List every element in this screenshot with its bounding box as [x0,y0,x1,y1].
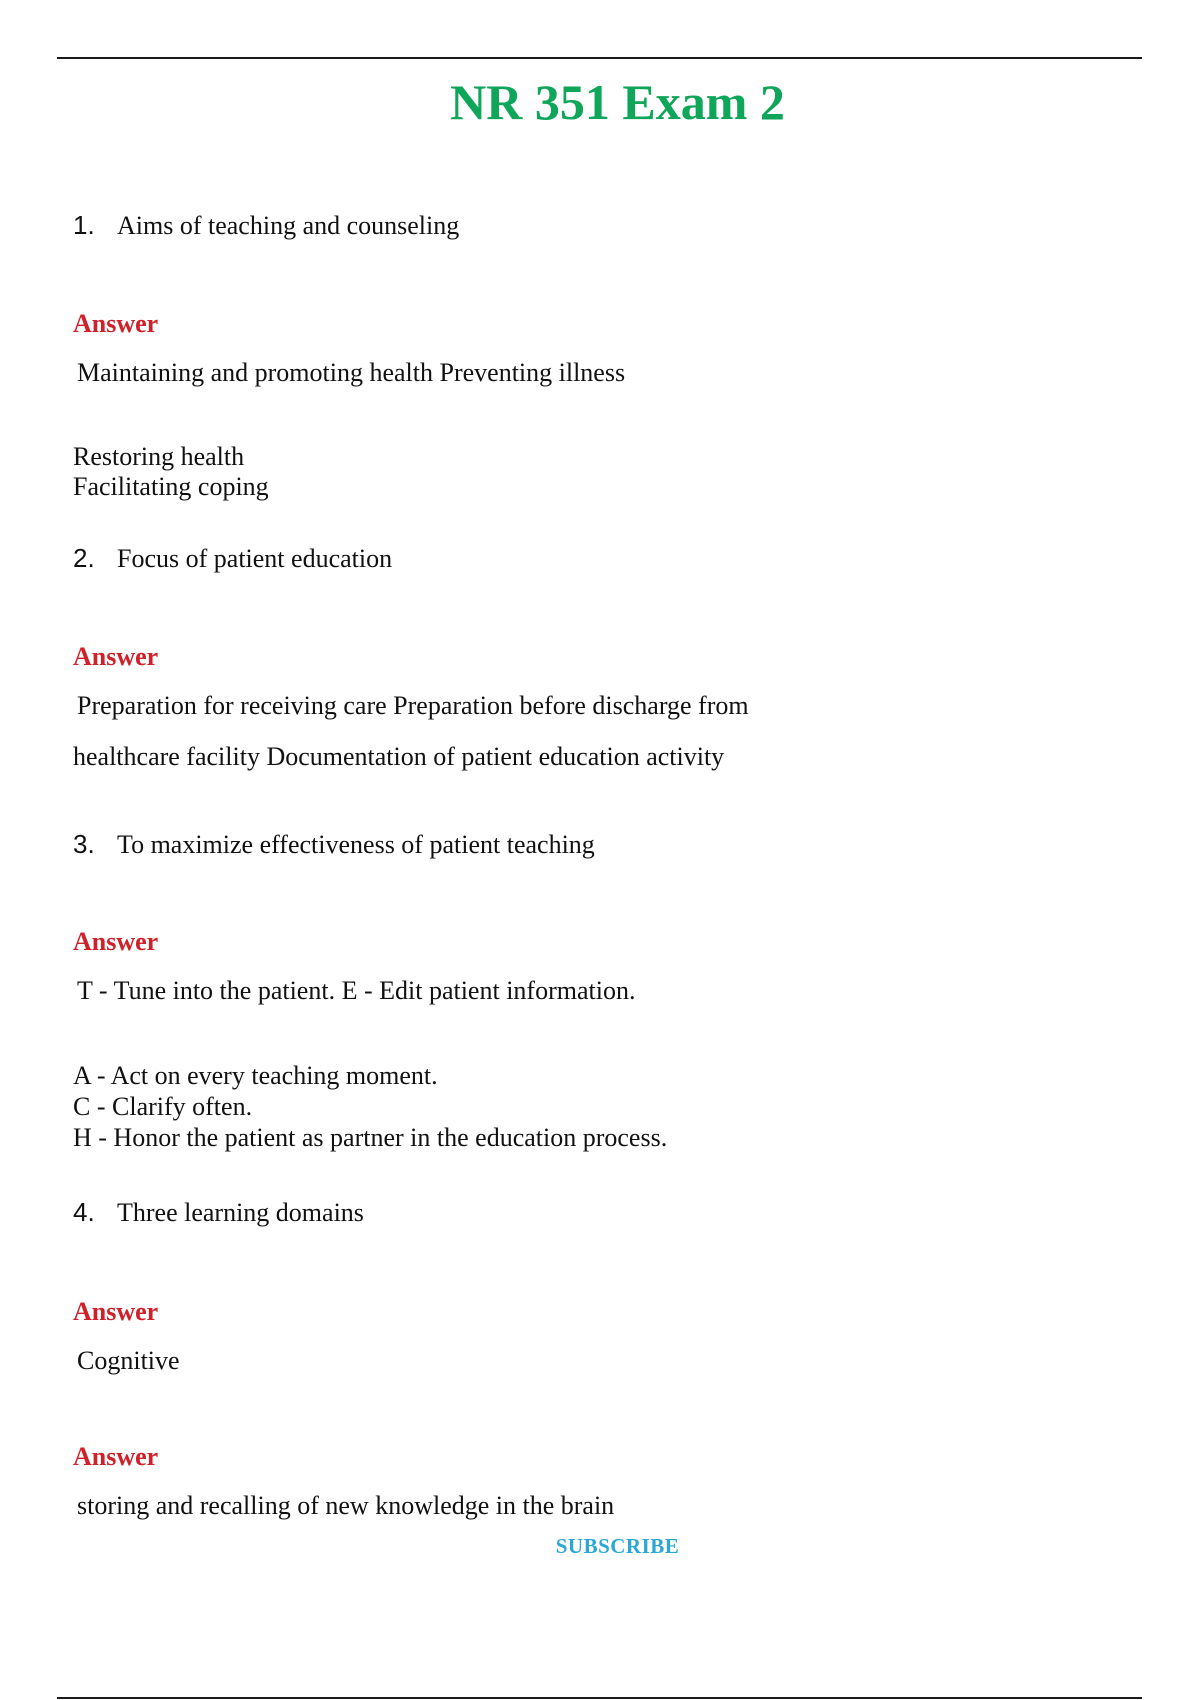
bottom-rule [57,1697,1142,1699]
top-rule [57,57,1142,59]
subscribe-link[interactable]: SUBSCRIBE [555,1534,680,1558]
answer-label: Answer [73,642,159,671]
answer-line: H - Honor the patient as partner in the education process. [73,1123,668,1152]
question-number: 1. [73,210,95,240]
question-text: Aims of teaching and counseling [117,211,460,240]
answer-line: A - Act on every teaching moment. [73,1061,438,1090]
answer-text: Maintaining and promoting health Preventing illness [77,358,626,387]
question-4 [73,1196,364,1229]
question-2 [73,542,392,575]
answer-line: healthcare facility Documentation of patient education activity [73,742,725,771]
answer-text: storing and recalling of new knowledge in the brain [77,1491,615,1520]
answer-block [73,442,269,502]
answer-text: Preparation for receiving care Preparation before discharge from [77,691,749,720]
question-number: 3. [73,829,95,859]
question-text: Focus of patient education [117,544,393,573]
answer-block [73,1060,667,1153]
answer-line: Restoring health [73,442,245,471]
question-1 [73,209,459,242]
answer-label: Answer [73,927,159,956]
question-number: 4. [73,1197,95,1227]
answer-label: Answer [73,1442,159,1471]
question-3 [73,828,595,861]
answer-line: Facilitating coping [73,472,269,501]
answer-label: Answer [73,309,159,338]
question-number: 2. [73,543,95,573]
question-text: To maximize effectiveness of patient teaching [117,830,595,859]
page-title: NR 351 Exam 2 [450,74,785,130]
answer-line: C - Clarify often. [73,1092,253,1121]
question-text: Three learning domains [117,1198,364,1227]
answer-text: T - Tune into the patient. E - Edit patient information. [77,976,636,1005]
answer-text: Cognitive [77,1346,180,1375]
answer-label: Answer [73,1297,159,1326]
